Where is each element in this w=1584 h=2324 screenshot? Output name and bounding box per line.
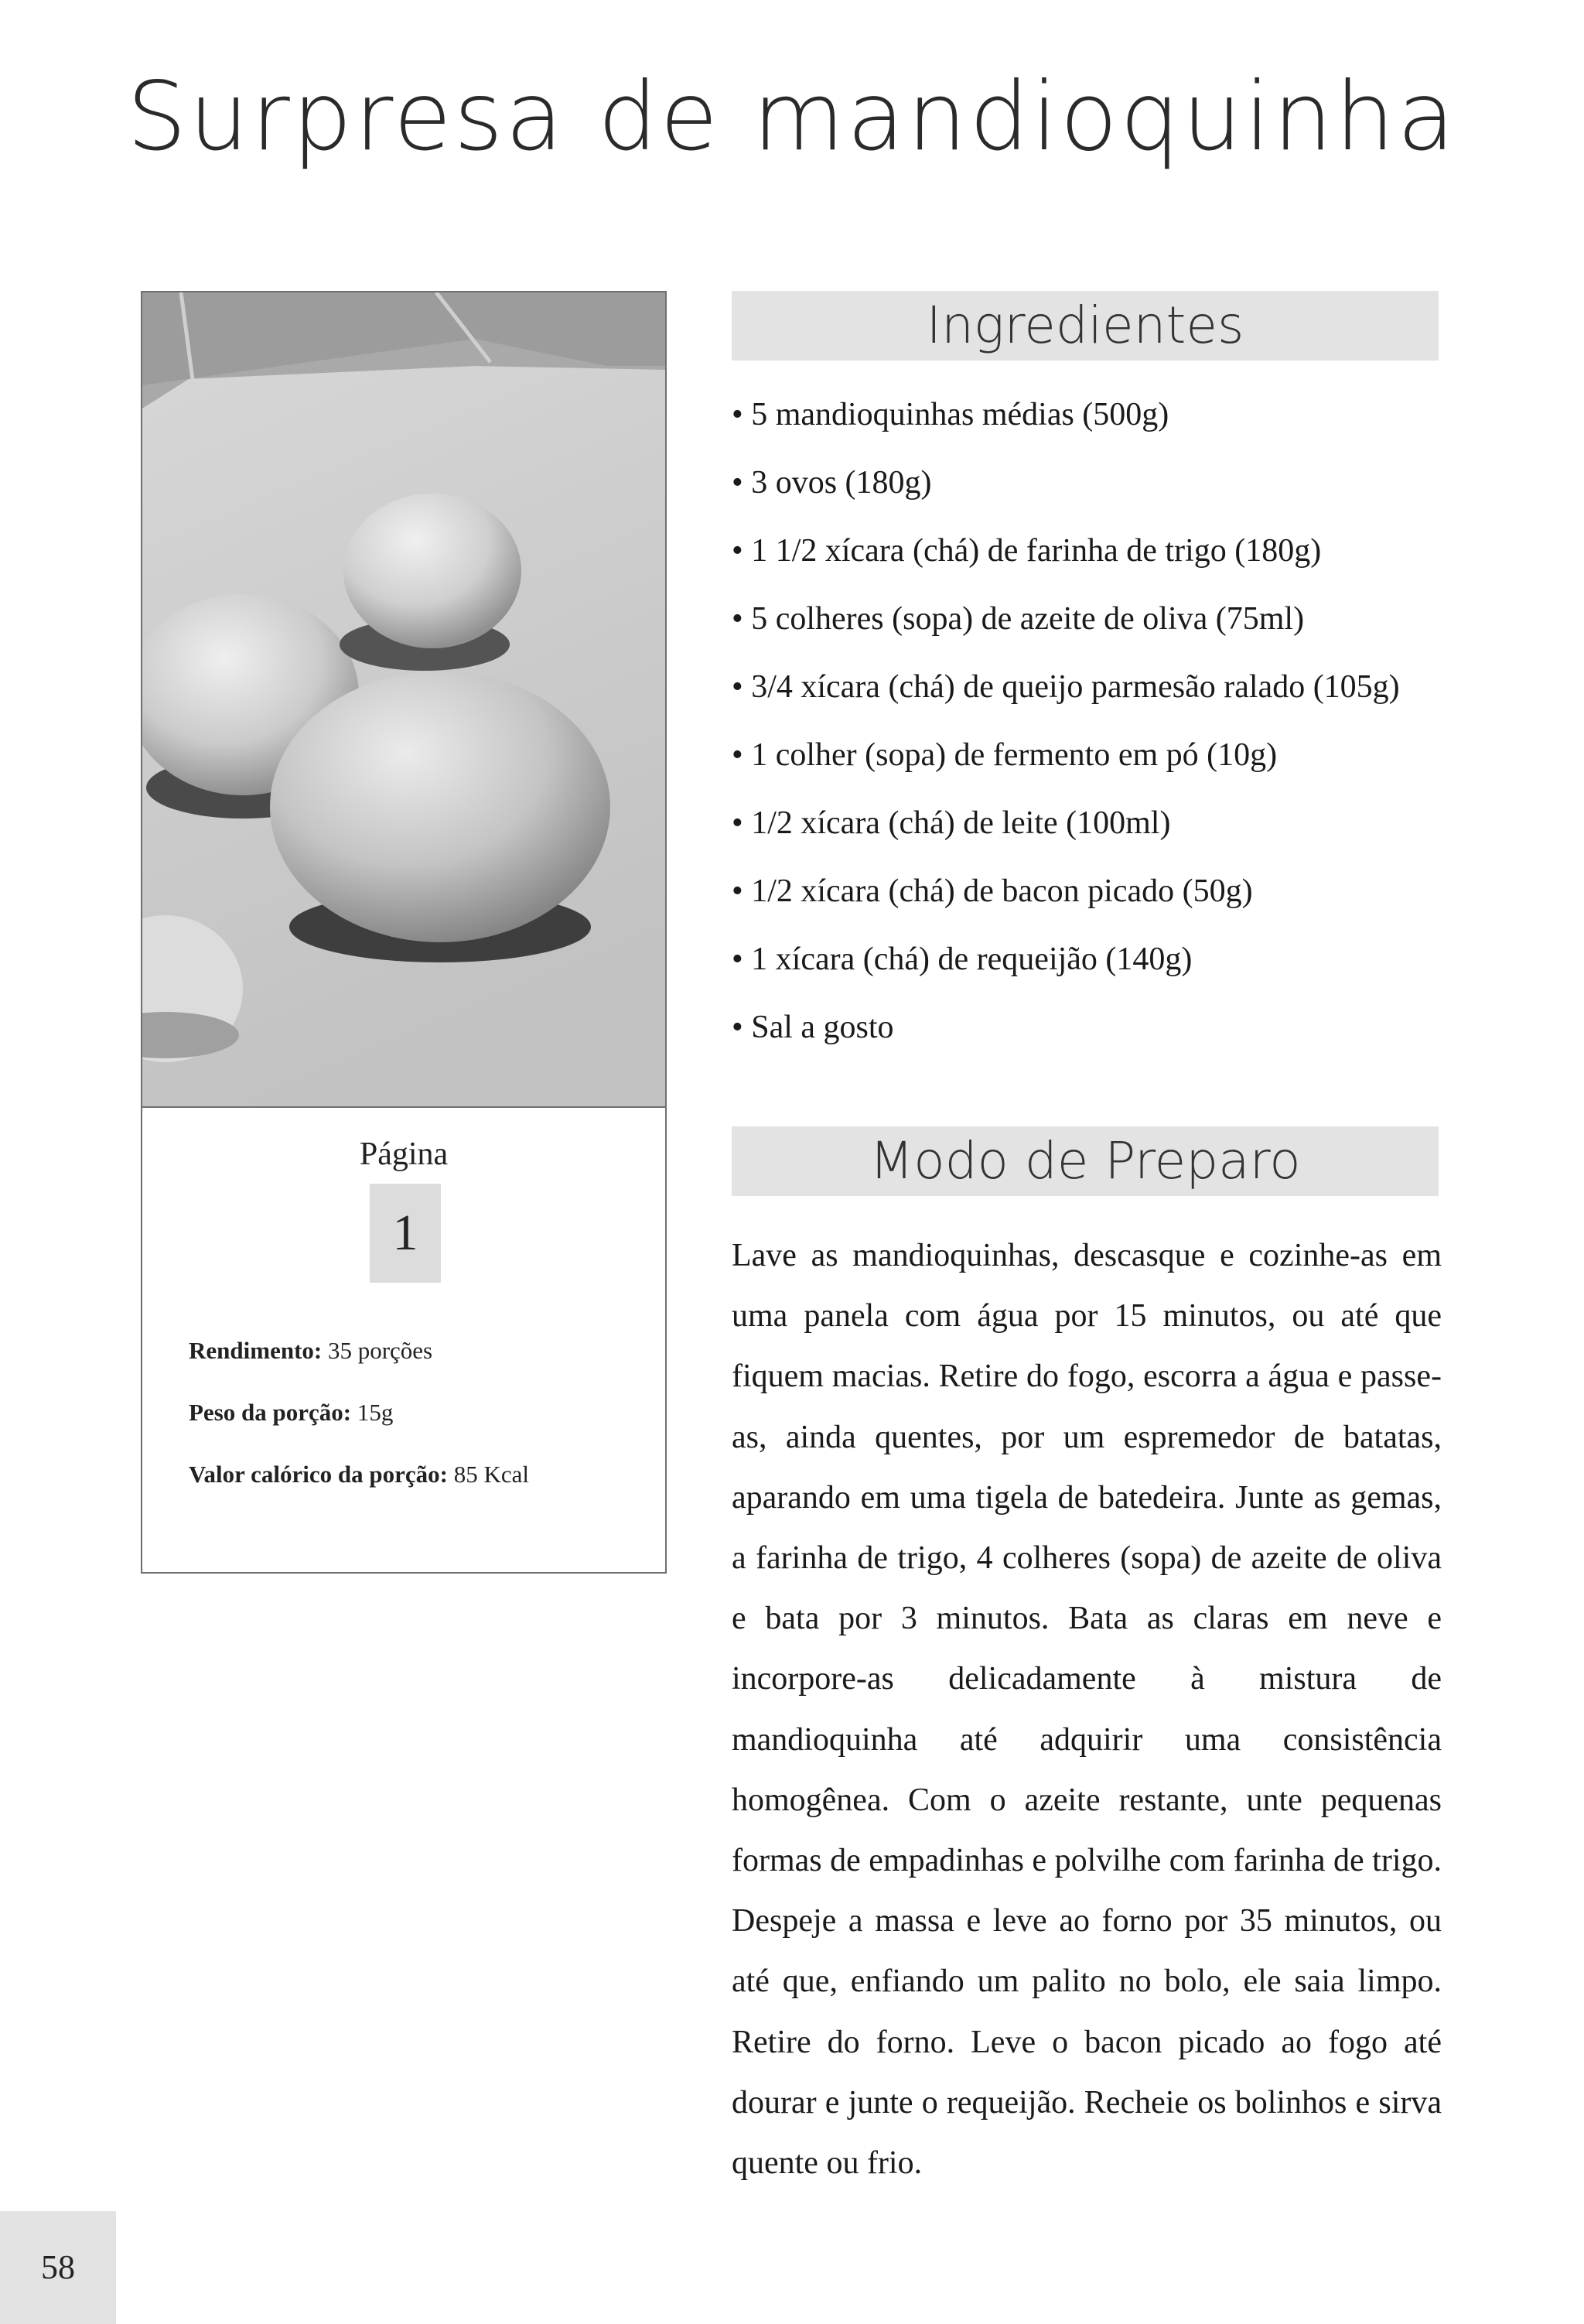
ingredient-item: • 1 colher (sopa) de fermento em pó (10g) [732, 737, 1278, 773]
calories-value: 85 Kcal [447, 1461, 529, 1488]
ingredient-item: • 1/2 xícara (chá) de leite (100ml) [732, 805, 1171, 841]
ingredient-item: • Sal a gosto [732, 1010, 894, 1045]
yield-value: 35 porções [322, 1337, 433, 1364]
portion-weight-value: 15g [351, 1399, 394, 1426]
page-label: Página [359, 1136, 449, 1172]
ingredient-item: • 3 ovos (180g) [732, 465, 932, 501]
yield-info [189, 1337, 432, 1365]
portion-weight-label: Peso da porção: [189, 1399, 352, 1426]
ingredient-item: • 1 xícara (chá) de requeijão (140g) [732, 942, 1193, 977]
yield-label: Rendimento: [189, 1337, 323, 1364]
portion-weight-info [189, 1399, 393, 1427]
ingredient-item: • 5 colheres (sopa) de azeite de oliva (75ml) [732, 601, 1305, 637]
ingredients-heading: Ingredientes [732, 291, 1439, 361]
recipe-info-panel [141, 291, 667, 1574]
ingredient-item: • 1/2 xícara (chá) de bacon picado (50g) [732, 873, 1253, 909]
recipe-title: Surpresa de mandioquinha [126, 62, 1458, 172]
ingredient-item: • 1 1/2 xícara (chá) de farinha de trigo (180g) [732, 533, 1322, 569]
preparation-text: Lave as mandioquinhas, descasque e cozinhe-as em uma panela com água por 15 minutos, ou até que fiquem macias. Retire do fogo, escorra a água e passe-as, ainda quentes, por um espremedor de batatas, aparando em uma tigela de batedeira. Junte as gemas, a farinha de trigo, 4 colheres (sopa) de azeite de oliva e bata por 3 minutos. Bata as claras em neve e incorpore-as delicadamente à mistura de mandioquinha até adquirir uma consistência homogênea. Com o azeite restante, unte pequenas formas de empadinhas e polvilhe com farinha de trigo. Despeje a massa e leve ao forno por 35 minutos, ou até que, enfiando um palito no bolo, ele saia limpo. Retire do forno. Leve o bacon picado ao fogo até dourar e junte o requeijão. Recheie os bolinhos e sirva quente ou frio. [732, 1238, 1442, 2182]
preparation-heading: Modo de Preparo [732, 1126, 1439, 1196]
recipe-photo [142, 292, 665, 1108]
ingredient-item: • 5 mandioquinhas médias (500g) [732, 397, 1169, 432]
ingredients-list [732, 391, 1400, 1072]
page-footer-number: 58 [0, 2211, 116, 2324]
page-number-badge: 1 [370, 1184, 441, 1283]
calories-info [189, 1461, 529, 1488]
ingredient-item: • 3/4 xícara (chá) de queijo parmesão ralado (105g) [732, 669, 1400, 705]
calories-label: Valor calórico da porção: [189, 1461, 448, 1488]
